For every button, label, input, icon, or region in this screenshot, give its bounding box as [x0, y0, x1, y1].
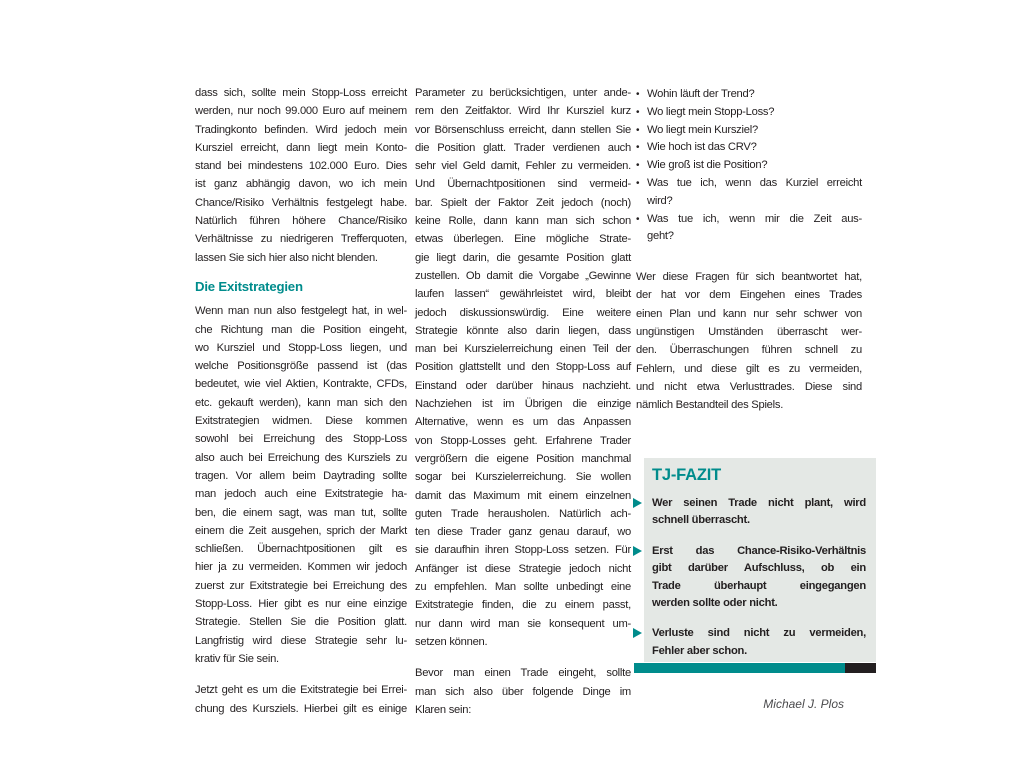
list-item — [636, 104, 862, 122]
list-item — [636, 86, 862, 104]
question-list — [636, 86, 862, 246]
list-item — [636, 175, 862, 211]
bullet-icon: • — [636, 142, 640, 154]
fazit-box — [644, 458, 876, 662]
author-byline: Michael J. Plos — [763, 697, 844, 711]
text-column-2 — [415, 84, 631, 719]
triangle-bullet-icon — [633, 546, 642, 556]
decorative-bar — [634, 663, 876, 673]
question-text: Wo liegt mein Stopp-Loss? — [647, 105, 775, 118]
question-text: Wie hoch ist das CRV? — [647, 141, 757, 154]
text-column-1 — [195, 84, 407, 718]
list-item — [636, 211, 862, 247]
paragraph: Parameter zu berücksichtigen, unter ande- rem den Zeitfaktor. Wird Ihr Kursziel kurz vor Börsenschluss erreicht, dann stellen Sie die Position glatt. Trader verdienen auch sehr viel Geld damit, Fehler zu vermeiden. Und Übernachtpositionen sind vermeid- bar. Spielt der Faktor Zeit jedoch (noch) keine Rolle, dann kann man sich schon etwas überlegen. Eine mögliche Strate- gie liegt darin, die gesamte Position glatt zustellen. Ob damit die Vorgabe „Gewinne laufen lassen“ gewährleistet wird, bleibt jedoch diskussionswürdig. Eine weitere Strategie könnte also darin liegen, dass man bei Kurszielerreichung einen Teil der Position glattstellt und den Stopp-Loss auf Einstand oder darüber hinaus nachzieht. Nachziehen ist im Übrigen die einzige Alternative, wenn es um das Anpassen von Stopp-Losses geht. Erfahrene Trader vergrößern die eigene Position manchmal sogar bei Kurszielerreichung. Sie wollen damit das Maximum mit einem einzelnen guten Trade herausholen. Natürlich ach- ten diese Trader ganz genau darauf, wo sie daraufhin ihren Stopp-Loss setzen. Für Anfänger ist diese Strategie jedoch nicht zu empfehlen. Man sollte unbedingt eine Exitstrategie finden, die zu einem passt, nur dann wird man sie konsequent um- setzen können. — [415, 87, 631, 648]
fazit-item-text: Wer seinen Trade nicht plant, wird schnell überrascht. — [652, 497, 866, 527]
fazit-item — [652, 543, 866, 613]
paragraph: Bevor man einen Trade eingeht, sollte man sich also über folgende Dinge im Klaren sein: — [415, 667, 631, 716]
list-item — [636, 157, 862, 175]
list-item — [636, 122, 862, 140]
bullet-icon: • — [636, 160, 640, 172]
paragraph: Jetzt geht es um die Exitstrategie bei Errei- chung des Kursziels. Hierbei gilt es einige — [195, 684, 407, 715]
bullet-icon: • — [636, 213, 640, 225]
fazit-item-text: Erst das Chance-Risiko-Verhältnis gibt darüber Aufschluss, ob ein Trade überhaupt eingegangen werden sollte oder nicht. — [652, 544, 866, 610]
fazit-item-text: Verluste sind nicht zu vermeiden, Fehler aber schon. — [652, 627, 866, 657]
bullet-icon: • — [636, 177, 640, 189]
fazit-title: TJ-FAZIT — [652, 466, 721, 484]
fazit-item — [652, 625, 866, 660]
triangle-bullet-icon — [633, 628, 642, 638]
teal-bar-segment — [634, 663, 845, 673]
question-text: Wo liegt mein Kursziel? — [647, 123, 758, 136]
question-text: Was tue ich, wenn mir die Zeit aus- geht? — [647, 212, 862, 243]
black-bar-segment — [845, 663, 876, 673]
triangle-bullet-icon — [633, 498, 642, 508]
section-heading: Die Exitstrategien — [195, 278, 303, 294]
question-text: Wohin läuft der Trend? — [647, 88, 755, 100]
paragraph: Wer diese Fragen für sich beantwortet hat, der hat vor dem Eingehen eines Trades einen Plan und kann nur sehr schwer von ungünstigen Umständen überrascht wer- den. Überraschungen führen schnell zu Fehlern, und diese gilt es zu vermeiden, und nicht etwa Verlusttrades. Diese sind nämlich Bestandteil des Spiels. — [636, 271, 862, 412]
bullet-icon: • — [636, 89, 640, 100]
question-text: Was tue ich, wenn das Kurziel erreicht wird? — [647, 176, 862, 207]
text-column-3 — [636, 84, 862, 415]
list-item — [636, 139, 862, 157]
bullet-icon: • — [636, 106, 640, 118]
question-text: Wie groß ist die Position? — [647, 159, 768, 172]
paragraph: Wenn man nun also festgelegt hat, in wel- che Richtung man die Position eingeht, wo Kursziel und Stopp-Loss liegen, und welche Positionsgröße passend ist (das bedeutet, wie viel Aktien, Kontrakte, CFDs, etc. gekauft werden), kann man sich den Exitstrategien widmen. Diese kommen sowohl bei Erreichung des Stopp-Loss also auch bei Erreichung des Kursziels zu tragen. Vor allem beim Daytrading sollte man jedoch auch eine Exitstrategie ha- ben, die einem sagt, was man tut, sollte einem die Zeit ausgehen, sprich der Markt schließen. Übernachtpositionen gilt es hier ja zu vermeiden. Kommen wir jedoch zuerst zur Exitstrategie bei Erreichung des Stopp-Loss. Hier gibt es nur eine einzige Strategie. Stellen Sie die Position glatt. Langfristig wird diese Strategie sehr lu- krativ für Sie sein. — [195, 305, 407, 665]
fazit-item — [652, 495, 866, 530]
paragraph: dass sich, sollte mein Stopp-Loss erreicht werden, nur noch 99.000 Euro auf meinem Tradingkonto befinden. Wird jedoch mein Kursziel erreicht, dann liegt mein Konto- stand bei mindestens 102.000 Euro. Dies ist ganz abhängig davon, wo ich mein Chance/Risiko Verhältnis festgelegt habe. Natürlich führen höhere Chance/Risiko Verhältnisse zu niedrigeren Trefferquoten, lassen Sie sich hier also nicht blenden. — [195, 87, 407, 264]
bullet-icon: • — [636, 124, 640, 136]
